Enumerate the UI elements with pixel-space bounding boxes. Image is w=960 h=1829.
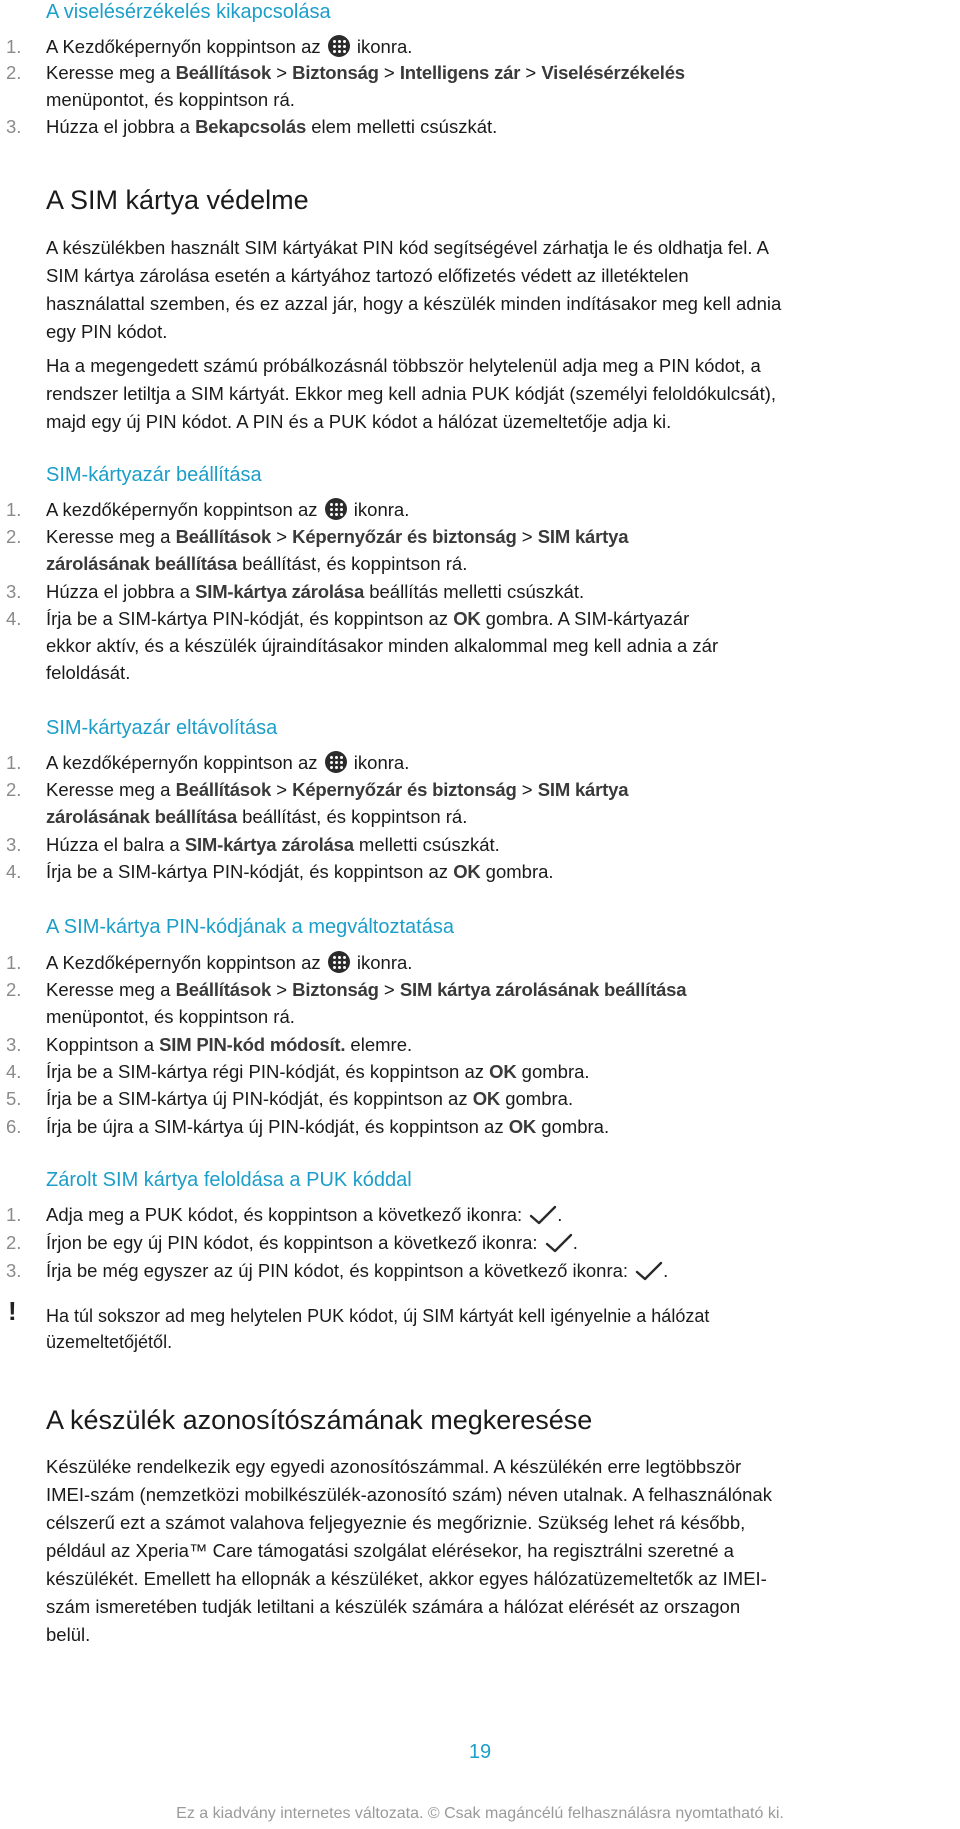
- paragraph-sim-intro: A készülékben használt SIM kártyákat PIN kód segítségével zárhatja le és oldhatja fel. A SIM kártya zárolása esetén a kártyához tartozó előfizetés védett az illetéktelen használattal szemben, és ez azzal jár, hogy a készülék minden indításakor meg kell adnia egy PIN kódot.: [46, 237, 782, 342]
- checkmark-icon: [635, 1260, 663, 1282]
- step-number: 1.: [6, 36, 22, 57]
- apps-grid-icon: [325, 751, 347, 773]
- apps-grid-icon: [328, 951, 350, 973]
- warning-note: Ha túl sokszor ad meg helytelen PUK kódot, új SIM kártyát kell igényelnie a hálózat üzemeltetőjétől.: [46, 1306, 710, 1352]
- manual-page: A viselésérzékelés kikapcsolása 1. A Kezdőképernyőn koppintson az ikonra. 2. Keresse meg a Beállítások > Biztonság > Intelligens zár > Viselésérzékelés menüpontot, és koppintson rá. 3. Húzza el jobbra a Bekapcsolás elem melletti csúszkát. A SIM kártya védelme A készülékben használt SIM kártyákat PIN kód segítségével zárhatja le és oldhatja fel. A SIM kártya zárolása esetén a kártyához tartozó előfizetés védett az illetéktelen használattal szemben, és ez azzal jár, hogy a készülék minden indításakor meg kell adnia egy PIN kódot. Ha a megengedett számú próbálkozásnál többször helytelenül adja meg a PIN kódot, a rendszer letiltja a SIM kártyát. Ekkor meg kell adnia PUK kódját (személyi feloldókulcsát), majd egy új PIN kódot. A PIN és a PUK kódot a hálózat üzemeltetője adja ki. SIM-kártyazár beállítása 1. A kezdőképernyőn koppintson az ikonra. 2. Keresse meg a Beállítások > Képernyőzár és biztonság > SIM kártya zárolásának beállítása beállítást, és koppintson rá. 3. Húzza el jobbra a SIM-kártya zárolása beállítás melletti csúszkát. 4. Írja be a SIM-kártya PIN-kódját, és koppintson az OK gombra. A SIM-kártyazár ekkor aktív, és a készülék újraindításakor minden alkalommal meg kell adnia a zár feloldását. SIM-kártyazár eltávolítása 1. A kezdőképernyőn koppintson az ikonra. 2. Keresse meg a Beállítások > Képernyőzár és biztonság > SIM kártya zárolásának beállítása beállítást, és koppintson rá. 3. Húzza el balra a SIM-kártya zárolása melletti csúszkát. 4. Írja be a SIM-kártya PIN-kódját, és koppintson az OK gombra. A SIM-kártya PIN-kódjának a megváltoztatása 1. A Kezdőképernyőn koppintson az ikonra. 2. Keresse meg a Beállítások > Biztonság > SIM kártya zárolásának beállítása menüpontot, és koppintson rá. 3. Koppintson a SIM PIN-kód módosít. elemre. 4. Írja be a SIM-kártya régi PIN-kódját, és koppintson az OK gombra. 5. Írja be a SIM-kártya új PIN-kódját, és koppintson az OK gombra. 6. Írja be újra a SIM-kártya új PIN-kódját, és koppintson az OK gombra. Zárolt SIM kártya feloldása a PUK kóddal 1. Adja meg a PUK kódot, és koppintson a következő ikonra: . 2. Írjon be egy új PIN kódot, és koppintson a következő ikonra: . 3. Írja be még egyszer az új PIN kódot, és koppintson a következő ikonra: . ! Ha túl sokszor ad meg helytelen PUK kódot, új SIM kártyát kell igényelnie a hálózat üzemeltetőjétől. A készülék azonosítószámának megkeresése Készüléke rendelkezik egy egyedi azonosítószámmal. A készülékén erre legtöbbször IMEI-szám (nemzetközi mobilkészülék-azonosító szám) néven utalnak. A felhasználónak célszerű ezt a számot valahova feljegyeznie és megőriznie. Szükség lehet rá később, például az Xperia™ Care támogatási szolgálat elérésekor, ha regisztrálni szeretné a készülékét. Emellett ha ellopnák a készüléket, akkor egyes hálózatüzemeltetők az IMEI- szám ismeretében tudják letiltani a készülék számára a hálózat elérését az orszagon belül. 19 Ez a kiadvány internetes változata. © Csak magáncélú felhasználásra nyomtatható ki.: [0, 0, 960, 1829]
- heading-imei: A készülék azonosítószámának megkeresése: [46, 1405, 593, 1435]
- checkmark-icon: [545, 1232, 573, 1254]
- paragraph-imei: Készüléke rendelkezik egy egyedi azonosítószámmal. A készülékén erre legtöbbször IMEI-szám (nemzetközi mobilkészülék-azonosító szám) néven utalnak. A felhasználónak célszerű ezt a számot valahova feljegyeznie és megőriznie. Szükség lehet rá később, például az Xperia™ Care támogatási szolgálat elérésekor, ha regisztrálni szeretné a készülékét. Emellett ha ellopnák a készüléket, akkor egyes hálózatüzemeltetők az IMEI- szám ismeretében tudják letiltani a készülék számára a hálózat elérését az orszagon belül.: [46, 1456, 772, 1645]
- page-number: 19: [468, 1741, 492, 1763]
- apps-grid-icon: [328, 35, 350, 57]
- step-text: A Kezdőképernyőn koppintson az ikonra.: [46, 36, 413, 57]
- paragraph-puk: Ha a megengedett számú próbálkozásnál többször helytelenül adja meg a PIN kódot, a rendszer letiltja a SIM kártyát. Ekkor meg kell adnia PUK kódját (személyi feloldókulcsát), majd egy új PIN kódot. A PIN és a PUK kódot a hálózat üzemeltetője adja ki.: [46, 355, 777, 432]
- warning-icon: !: [8, 1296, 17, 1326]
- section-title-wear-detection: A viselésérzékelés kikapcsolása: [46, 1, 331, 23]
- checkmark-icon: [529, 1204, 557, 1226]
- section-title-puk-unlock: Zárolt SIM kártya feloldása a PUK kóddal: [46, 1169, 412, 1191]
- step-text: Húzza el jobbra a Bekapcsolás elem melletti csúszkát.: [46, 116, 498, 137]
- section-title-change-pin: A SIM-kártya PIN-kódjának a megváltoztatása: [46, 916, 454, 938]
- step-text: Keresse meg a Beállítások > Biztonság > Intelligens zár > Viselésérzékelés: [46, 62, 685, 83]
- section-title-sim-lock-remove: SIM-kártyazár eltávolítása: [46, 717, 278, 739]
- heading-sim-protection: A SIM kártya védelme: [46, 185, 309, 215]
- step-number: 3.: [6, 116, 22, 137]
- step-number: 2.: [6, 62, 22, 83]
- footer-note: Ez a kiadvány internetes változata. © Csak magáncélú felhasználásra nyomtatható ki.: [176, 1805, 784, 1822]
- section-title-sim-lock-setup: SIM-kártyazár beállítása: [46, 464, 262, 486]
- apps-grid-icon: [325, 498, 347, 520]
